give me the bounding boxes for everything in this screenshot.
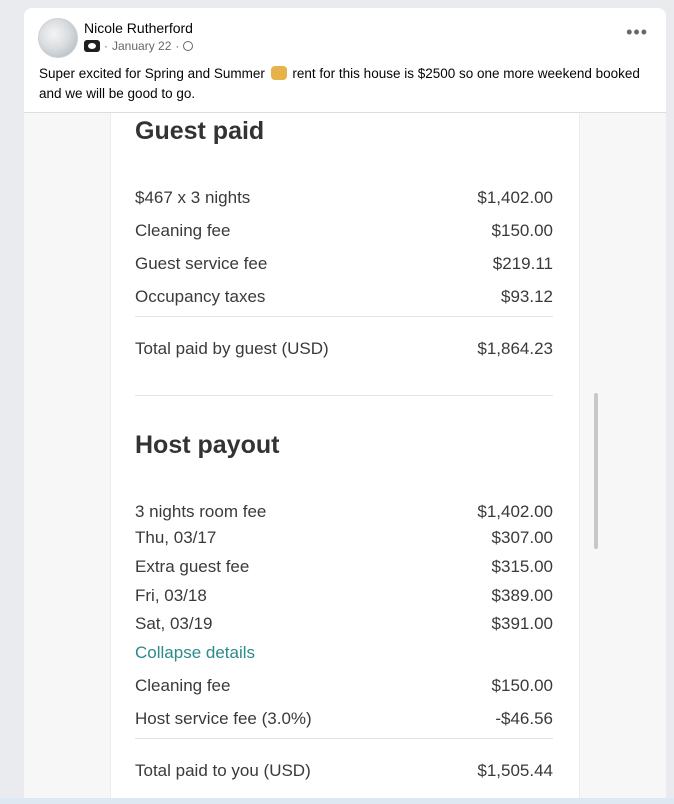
- section-divider: [135, 395, 553, 396]
- host-row: [135, 557, 553, 577]
- host-row: [135, 614, 553, 634]
- meta-dot: ·: [104, 39, 108, 53]
- host-row: [135, 586, 553, 606]
- total-label: Total paid by guest (USD): [135, 339, 329, 358]
- guest-row: [135, 254, 553, 274]
- total-label: Total paid to you (USD): [135, 761, 311, 780]
- row-amount: $391.00: [491, 614, 553, 633]
- row-label: Extra guest fee: [135, 557, 250, 576]
- row-label: Host service fee (3.0%): [135, 709, 312, 728]
- guest-row: [135, 221, 553, 241]
- row-label: 3 nights room fee: [135, 502, 267, 521]
- row-amount: $219.11: [492, 254, 553, 273]
- row-label: Sat, 03/19: [135, 614, 213, 633]
- host-row: [135, 709, 553, 729]
- post-text: [39, 64, 649, 104]
- avatar[interactable]: [38, 18, 78, 58]
- post-text-part-2: rent for this house is $2500 so one more weekend booked and we will be good to go.: [39, 66, 640, 101]
- row-amount: -$46.56: [495, 709, 553, 728]
- total-amount: $1,864.23: [477, 339, 553, 358]
- host-row: [135, 502, 553, 522]
- author-name[interactable]: Nicole Rutherford: [84, 20, 193, 36]
- row-amount: $150.00: [491, 676, 553, 695]
- more-options-icon[interactable]: •••: [626, 22, 648, 42]
- globe-icon: [183, 41, 193, 51]
- guest-total-row: [135, 339, 553, 359]
- scrollbar[interactable]: [594, 393, 598, 549]
- row-divider: [135, 738, 553, 739]
- bottom-bar: [0, 798, 674, 804]
- post-card: [24, 8, 666, 804]
- row-label: Thu, 03/17: [135, 528, 217, 547]
- row-label: Fri, 03/18: [135, 586, 207, 605]
- row-amount: $150.00: [491, 221, 553, 240]
- row-label: Cleaning fee: [135, 221, 231, 240]
- row-amount: $389.00: [491, 586, 553, 605]
- guest-row: [135, 188, 553, 208]
- row-label: $467 x 3 nights: [135, 188, 251, 207]
- row-amount: $93.12: [501, 287, 553, 306]
- row-amount: $1,402.00: [477, 188, 553, 207]
- receipt: [110, 113, 580, 804]
- guest-row: [135, 287, 553, 307]
- host-payout-title: Host payout: [135, 431, 280, 459]
- messenger-badge-icon: [84, 40, 100, 52]
- post-meta: [84, 39, 193, 53]
- row-label: Guest service fee: [135, 254, 268, 273]
- meta-dot-2: ·: [175, 39, 180, 53]
- row-amount: $1,402.00: [477, 502, 553, 521]
- row-amount: $315.00: [491, 557, 553, 576]
- host-row: [135, 528, 553, 548]
- row-label: Occupancy taxes: [135, 287, 266, 306]
- post-date[interactable]: January 22: [112, 39, 172, 53]
- collapse-details-link[interactable]: Collapse details: [135, 643, 256, 662]
- row-amount: $307.00: [491, 528, 553, 547]
- row-label: Cleaning fee: [135, 676, 231, 695]
- post-image[interactable]: [24, 113, 666, 804]
- host-total-row: [135, 761, 553, 781]
- post-text-part-1: Super excited for Spring and Summer: [39, 66, 265, 81]
- host-row: [135, 676, 553, 696]
- emoji-icon: [271, 66, 287, 80]
- total-amount: $1,505.44: [477, 761, 553, 780]
- row-divider: [135, 316, 553, 317]
- guest-paid-title: Guest paid: [135, 117, 265, 145]
